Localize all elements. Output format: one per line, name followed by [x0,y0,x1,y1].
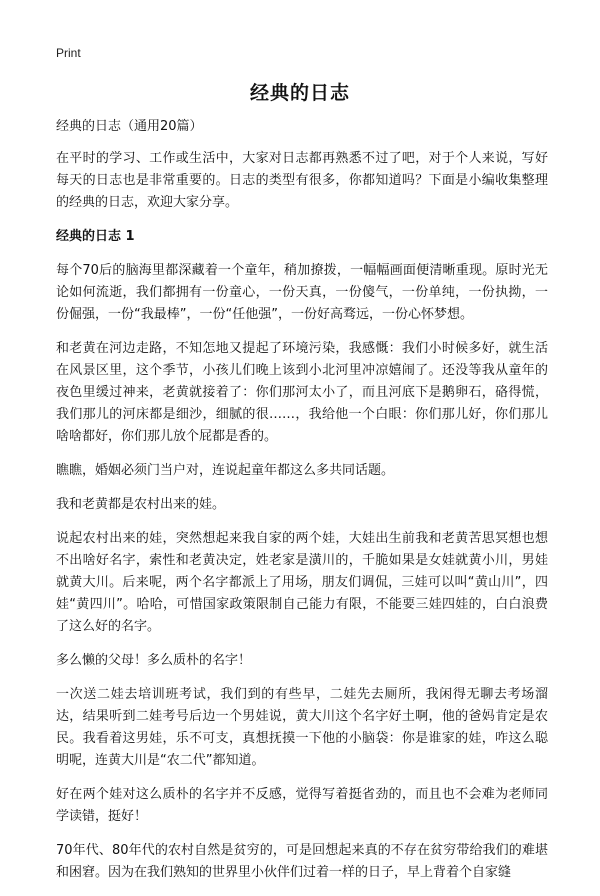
paragraph: 说起农村出来的娃，突然想起来我自家的两个娃，大娃出生前我和老黄苦思冥想也想不出啥好名字，索性和老黄决定，姓老家是潢川的，千脆如果是女娃就黄小川，男娃就黄大川。后来呢，两个名字都派上了用场，朋友们调侃，三娃可以叫“黄山川”，四娃“黄四川”。哈哈，可惜国家政策限制自己能力有限，不能要三娃四娃的，白白浪费了这么好的名字。 [56,531,548,634]
paragraph: 我和老黄都是农村出来的娃。 [56,497,226,512]
intro-paragraph: 在平时的学习、工作或生活中，大家对日志都再熟悉不过了吧，对于个人来说，写好每天的日志也是非常重要的。日志的类型有很多，你都知道吗？下面是小编收集整理的经典的日志，欢迎大家分享。 [56,151,548,210]
paragraph: 瞧瞧，婚姻必须门当户对，连说起童年都这么多共同话题。 [56,463,395,478]
print-label: Print [56,46,81,60]
paragraph: 70年代、80年代的农村自然是贫穷的，可是回想起来真的不存在贫穷带给我们的难堪和困窘。因为在我们熟知的世界里小伙伴们过着一样的日子，早上背着个自家缝 [56,843,548,880]
document-subtitle: 经典的日志（通用20篇） [56,119,203,134]
paragraph: 和老黄在河边走路，不知怎地又提起了环境污染，我感慨：我们小时候多好，就生活在风景区里，这个季节，小孩儿们晚上该到小北河里冲凉嬉闹了。还没等我从童年的夜色里缓过神来，老黄就接着了：你们那河太小了，而且河底下是鹅卵石，硌得慌，我们那儿的河床都是细沙，细腻的很……，我给他一个白眼：你们那儿好，你们那儿啥啥都好，你们那儿放个屁都是香的。 [56,341,548,444]
paragraph: 一次送二娃去培训班考试，我们到的有些早，二娃先去厕所，我闲得无聊去考场溜达，结果听到二娃考号后边一个男娃说，黄大川这个名字好土啊，他的爸妈肯定是农民。我看着这男娃，乐不可支，真想抚摸一下他的小脑袋：你是谁家的娃，咋这么聪明呢，连黄大川是“农二代”都知道。 [56,687,548,768]
paragraph: 好在两个娃对这么质朴的名字并不反感，觉得写着挺省劲的，而且也不会难为老师同学读错，挺好！ [56,787,548,824]
section-heading: 经典的日志 1 [56,229,135,244]
paragraph: 多么懒的父母！多么质朴的名字！ [56,653,252,668]
paragraph: 每个70后的脑海里都深藏着一个童年，稍加撩拨，一幅幅画面便清晰重现。原时光无论如何流逝，我们都拥有一份童心，一份天真，一份傻气，一份单纯，一份执拗，一份倔强，一份“我最棒”，一份“任他强”，一份好高骛远，一份心怀梦想。 [56,263,548,322]
document-body [56,116,548,896]
page-title: 经典的日志 [249,82,350,104]
